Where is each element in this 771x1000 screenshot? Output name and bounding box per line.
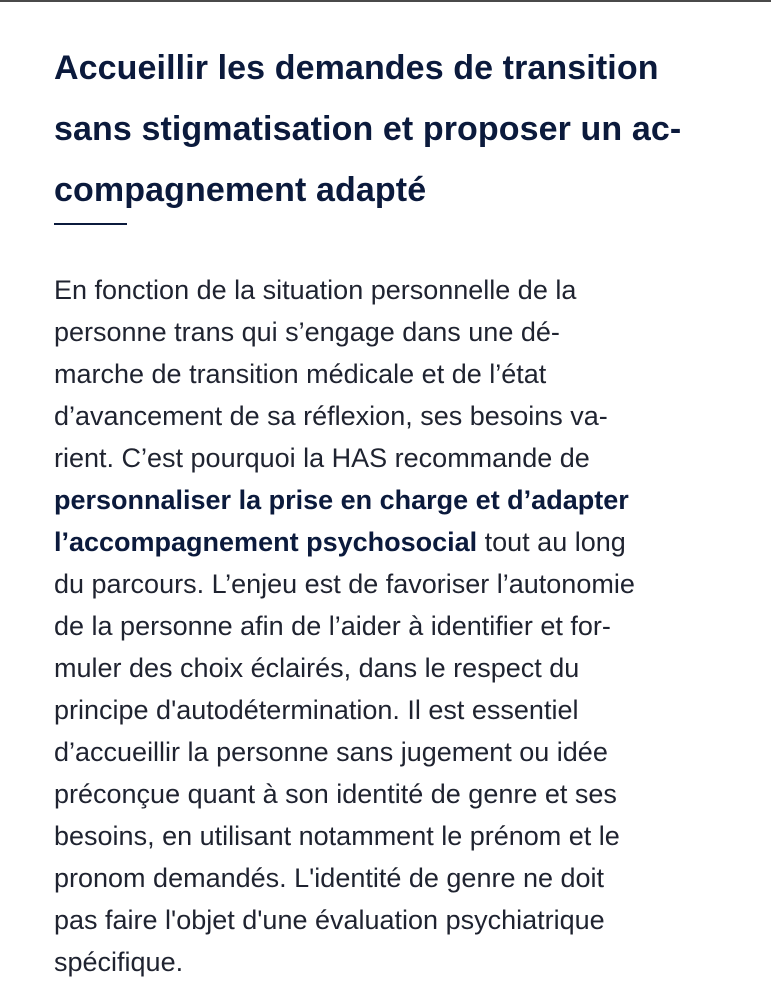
paragraph-line: d’accueillir la personne sans jugement ou idée — [54, 737, 608, 767]
paragraph-line: du parcours. L’enjeu est de favoriser l’autonomie — [54, 569, 635, 599]
body-paragraph — [54, 269, 734, 983]
paragraph-line: besoins, en utilisant notamment le prénom et le — [54, 821, 620, 851]
paragraph-line: préconçue quant à son identité de genre et ses — [54, 779, 617, 809]
paragraph-line: personne trans qui s’engage dans une dé- — [54, 317, 560, 347]
paragraph-line: En fonction de la situation personnelle de la — [54, 275, 577, 305]
paragraph-line: rient. C’est pourquoi la HAS recommande de — [54, 443, 590, 473]
heading-line: sans stigmatisation et proposer un ac- — [54, 110, 682, 148]
article — [54, 38, 734, 983]
emphasis-text: personnaliser la prise en charge et d’adapter — [54, 485, 629, 515]
heading-line: Accueillir les demandes de transition — [54, 49, 659, 87]
paragraph-line: d’avancement de sa réflexion, ses besoins va- — [54, 401, 608, 431]
paragraph-line: de la personne afin de l’aider à identifier et for- — [54, 611, 611, 641]
emphasis-text: l’accompagnement psychosocial — [54, 527, 478, 557]
section-heading — [54, 38, 734, 221]
paragraph-line: pronom demandés. L'identité de genre ne doit — [54, 863, 605, 893]
paragraph-line: muler des choix éclairés, dans le respect du — [54, 653, 580, 683]
paragraph-line: marche de transition médicale et de l’état — [54, 359, 547, 389]
paragraph-line: pas faire l'objet d'une évaluation psychiatrique — [54, 905, 605, 935]
heading-line: compagnement adapté — [54, 171, 427, 209]
heading-underline-divider — [54, 223, 127, 225]
paragraph-line: spécifique. — [54, 947, 184, 977]
paragraph-line — [54, 521, 734, 563]
paragraph-line: principe d'autodétermination. Il est essentiel — [54, 695, 579, 725]
paragraph-text: tout au long — [477, 527, 626, 557]
